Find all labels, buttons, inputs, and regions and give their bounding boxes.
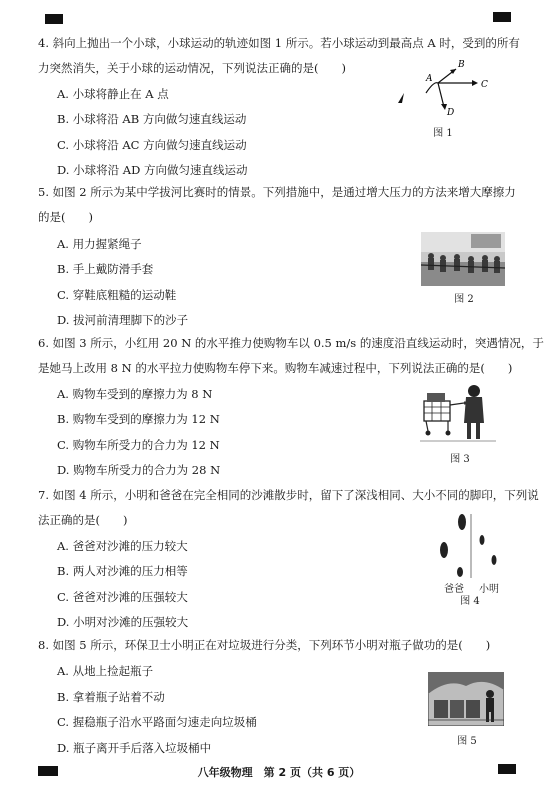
q4-stem-line2: 力突然消失，关于小球的运动情况，下列说法正确的是( ) xyxy=(38,61,346,75)
page-footer: 八年级物理 第 2 页（共 6 页） xyxy=(197,766,361,779)
figure-3-shopping-cart-girl xyxy=(420,383,496,447)
q8-stem-line1: 8. 如图 5 所示，环保卫士小明正在对垃圾进行分类，下列环节小明对瓶子做功的是( ) xyxy=(38,638,491,652)
figure-4-label-xiaoming: 小明 xyxy=(479,584,499,595)
fig1-label-a: A xyxy=(426,74,433,84)
figure-1-trajectory xyxy=(390,55,500,135)
q7-stem-line1: 7. 如图 4 所示，小明和爸爸在完全相同的沙滩散步时，留下了深浅相同、大小不同的脚印，下列说 xyxy=(38,488,539,502)
q7-option-d: D. 小明对沙滩的压强较大 xyxy=(57,615,189,629)
q5-stem-line2: 的是( ) xyxy=(38,210,93,224)
q4-option-a: A. 小球将静止在 A 点 xyxy=(57,87,169,101)
q7-option-c: C. 爸爸对沙滩的压强较大 xyxy=(57,590,188,604)
figure-1-caption: 图 1 xyxy=(433,128,453,139)
registration-mark-top-right xyxy=(493,12,511,22)
q8-option-c: C. 握稳瓶子沿水平路面匀速走向垃圾桶 xyxy=(57,715,257,729)
q4-option-c: C. 小球将沿 AC 方向做匀速直线运动 xyxy=(57,138,247,152)
fig1-label-d: D xyxy=(447,108,455,118)
q4-option-d: D. 小球将沿 AD 方向做匀速直线运动 xyxy=(57,163,248,177)
q7-option-a: A. 爸爸对沙滩的压力较大 xyxy=(57,539,188,553)
figure-2-caption: 图 2 xyxy=(454,294,474,305)
figure-4-caption: 图 4 xyxy=(460,596,480,607)
q8-option-a: A. 从地上捡起瓶子 xyxy=(57,664,154,678)
q8-option-b: B. 拿着瓶子站着不动 xyxy=(57,690,165,704)
registration-mark-top-left xyxy=(45,14,63,24)
fig1-label-b: B xyxy=(458,60,465,70)
q6-option-d: D. 购物车所受力的合力为 28 N xyxy=(57,463,221,477)
figure-5-caption: 图 5 xyxy=(457,736,477,747)
q6-stem-line2: 是她马上改用 8 N 的水平拉力使购物车停下来。购物车减速过程中，下列说法正确的是( ) xyxy=(38,361,513,375)
q7-stem-line2: 法正确的是( ) xyxy=(38,513,128,527)
fig1-label-c: C xyxy=(481,80,488,90)
figure-4-footprints xyxy=(436,512,506,580)
figure-2-tug-of-war-photo xyxy=(421,232,505,286)
q5-option-d: D. 拔河前清理脚下的沙子 xyxy=(57,313,189,327)
q6-stem-line1: 6. 如图 3 所示，小红用 20 N 的水平推力使购物车以 0.5 m/s 的速度沿直线运动时，突遇情况，于 xyxy=(38,336,544,350)
q4-option-b: B. 小球将沿 AB 方向做匀速直线运动 xyxy=(57,112,247,126)
q6-option-a: A. 购物车受到的摩擦力为 8 N xyxy=(57,387,213,401)
figure-3-caption: 图 3 xyxy=(450,454,470,465)
q6-option-b: B. 购物车受到的摩擦力为 12 N xyxy=(57,412,220,426)
q5-stem-line1: 5. 如图 2 所示为某中学拔河比赛时的情景。下列措施中，是通过增大压力的方法来增大摩擦力 xyxy=(38,185,516,199)
q6-option-c: C. 购物车所受力的合力为 12 N xyxy=(57,438,220,452)
q5-option-b: B. 手上戴防滑手套 xyxy=(57,262,154,276)
q5-option-c: C. 穿鞋底粗糙的运动鞋 xyxy=(57,288,177,302)
figure-5-garbage-sorting xyxy=(428,672,504,726)
q8-option-d: D. 瓶子离开手后落入垃圾桶中 xyxy=(57,741,212,755)
q4-stem-line1: 4. 斜向上抛出一个小球，小球运动的轨迹如图 1 所示。若小球运动到最高点 A 时，受到的所有 xyxy=(38,36,520,50)
q5-option-a: A. 用力握紧绳子 xyxy=(57,237,142,251)
figure-4-label-dad: 爸爸 xyxy=(444,584,464,595)
q7-option-b: B. 两人对沙滩的压力相等 xyxy=(57,564,188,578)
